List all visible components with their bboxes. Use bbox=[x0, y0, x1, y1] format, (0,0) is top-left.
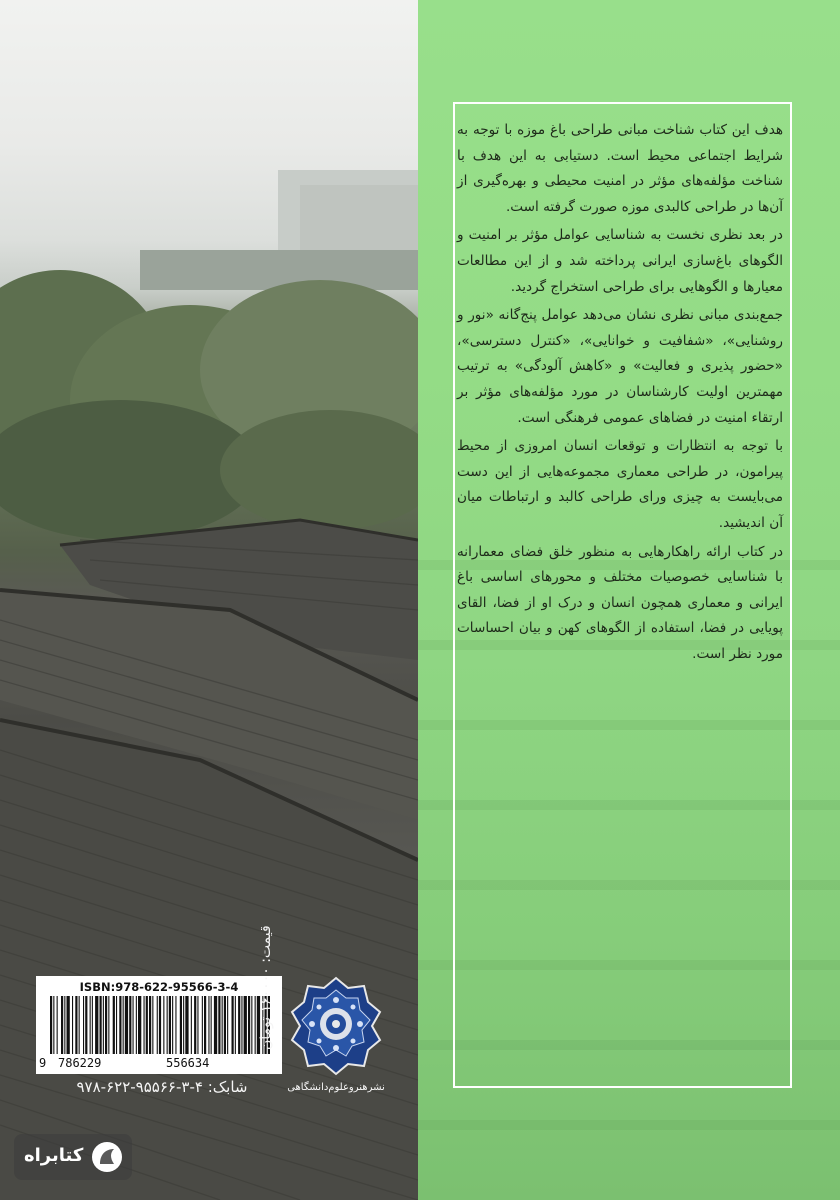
barcode-bar bbox=[83, 996, 84, 1054]
ketabrah-logo-icon bbox=[90, 1140, 124, 1174]
barcode-bar bbox=[191, 996, 192, 1054]
barcode-bar bbox=[214, 996, 217, 1054]
price-text: قیمت: ۱۶۰۰۰۰ تومان bbox=[258, 925, 274, 1050]
barcode-digits-right: 556634 bbox=[166, 1056, 210, 1070]
barcode-bar bbox=[103, 996, 104, 1054]
watermark-label: کتابراه bbox=[24, 1145, 84, 1166]
barcode-bar bbox=[108, 996, 109, 1054]
barcode-bar bbox=[90, 996, 91, 1054]
barcode-bar bbox=[64, 996, 65, 1054]
barcode-bar bbox=[211, 996, 212, 1054]
barcode-bar bbox=[183, 996, 184, 1054]
barcode-bar bbox=[67, 996, 70, 1054]
barcode-bar bbox=[95, 996, 98, 1054]
distant-building bbox=[140, 250, 418, 290]
barcode-bar bbox=[105, 996, 107, 1054]
barcode-bar bbox=[75, 996, 77, 1054]
paragraph: در بعد نظری نخست به شناسایی عوامل مؤثر بر امنیت و الگوهای باغ‌سازی ایرانی پرداخته شد و از این مطالعات معیارها و الگوهایی برای طراحی استخراج گردید. bbox=[457, 227, 783, 295]
barcode-bar bbox=[172, 996, 173, 1054]
back-cover-text bbox=[457, 118, 783, 670]
barcode-bar bbox=[204, 996, 206, 1054]
barcode-bar bbox=[57, 996, 58, 1054]
distant-building bbox=[300, 185, 418, 260]
barcode-bar bbox=[50, 996, 52, 1054]
barcode-bar bbox=[251, 996, 252, 1054]
barcode-bar bbox=[175, 996, 176, 1054]
barcode-bar bbox=[185, 996, 188, 1054]
barcode-bar bbox=[159, 996, 161, 1054]
barcode-bar bbox=[255, 996, 256, 1054]
barcode-bar bbox=[157, 996, 158, 1054]
barcode-bar bbox=[144, 996, 145, 1054]
barcode-bar bbox=[248, 996, 250, 1054]
publisher-name: نشرهنروعلوم‌دانشگاهی bbox=[287, 1082, 385, 1093]
barcode-bar bbox=[208, 996, 209, 1054]
barcode-bar bbox=[146, 996, 148, 1054]
barcode-bar bbox=[149, 996, 151, 1054]
barcode-bar bbox=[119, 996, 121, 1054]
isbn-barcode bbox=[36, 976, 282, 1074]
barcode-bar bbox=[218, 996, 220, 1054]
barcode-bar bbox=[238, 996, 240, 1054]
barcode-bar bbox=[227, 996, 228, 1054]
barcode-bar bbox=[72, 996, 73, 1054]
barcode-bar bbox=[92, 996, 93, 1054]
barcode-bar bbox=[224, 996, 226, 1054]
barcode-bar bbox=[167, 996, 168, 1054]
paragraph: جمع‌بندی مبانی نظری نشان می‌دهد عوامل پنج‌گانه «نور و روشنایی»، «شفافیت و خوانایی»، «کنترل دسترسی»، «حضور پذیری و فعالیت» و «کاهش آلودگی» به ترتیب مهمترین اولیت کارشناسان در مورد مؤلفه‌های مؤثر بر ارتقاء امنیت در فضاهای عمومی فرهنگی است. bbox=[457, 307, 783, 426]
barcode-bar bbox=[138, 996, 141, 1054]
barcode-bars bbox=[50, 996, 270, 1054]
barcode-bar bbox=[53, 996, 54, 1054]
barcode-bar bbox=[123, 996, 124, 1054]
isbn-persian: شابک: ۴-۳-۹۵۵۶۶-۶۲۲-۹۷۸ bbox=[76, 1078, 248, 1096]
barcode-bar bbox=[133, 996, 134, 1054]
barcode-bar bbox=[85, 996, 87, 1054]
barcode-bar bbox=[116, 996, 117, 1054]
barcode-bar bbox=[79, 996, 80, 1054]
paragraph: هدف این کتاب شناخت مبانی طراحی باغ موزه با توجه به شرایط اجتماعی محیط است. دستیابی به این هدف با شناخت مؤلفه‌های مؤثر در امنیت محیطی و بهره‌گیری از آن‌ها در طراحی کالبدی موزه صورت گرفته است. bbox=[457, 122, 783, 215]
barcode-bar bbox=[197, 996, 198, 1054]
barcode-bar bbox=[202, 996, 203, 1054]
publisher-logo-icon bbox=[290, 976, 382, 1076]
barcode-bar bbox=[136, 996, 137, 1054]
barcode-bar bbox=[222, 996, 223, 1054]
barcode-bar bbox=[152, 996, 153, 1054]
paragraph: با توجه به انتظارات و توقعات انسان امروزی از محیط پیرامون، در طراحی معماری مجموعه‌هایی از این دست می‌بایست به چیزی ورای طراحی کالبد و ارتباطات میان آن اندیشید. bbox=[457, 438, 783, 531]
barcode-bar bbox=[61, 996, 63, 1054]
background-stripe bbox=[418, 1120, 840, 1130]
barcode-bar bbox=[244, 996, 247, 1054]
barcode-bar bbox=[194, 996, 196, 1054]
barcode-bar bbox=[129, 996, 131, 1054]
barcode-bar bbox=[169, 996, 171, 1054]
barcode-bar bbox=[125, 996, 128, 1054]
barcode-digits-left: 786229 bbox=[58, 1056, 102, 1070]
barcode-bar bbox=[163, 996, 164, 1054]
isbn-label: ISBN:978-622-95566-3-4 bbox=[79, 980, 239, 994]
paragraph: در کتاب ارائه راهکارهایی به منظور خلق فضای معمارانه با شناسایی خصوصیات مختلف و محورهای اساسی باغ ایرانی و معماری همچون انسان و درک او از فضا، القای پویایی در فضا، استفاده از الگوهای کهن و بیان احساسات مورد نظر است. bbox=[457, 543, 783, 662]
barcode-bar bbox=[180, 996, 182, 1054]
ketabrah-watermark[interactable] bbox=[14, 1134, 132, 1180]
barcode-bar bbox=[113, 996, 115, 1054]
barcode-bar bbox=[232, 996, 234, 1054]
barcode-lead-digit: 9 bbox=[39, 1056, 47, 1070]
barcode-bar bbox=[241, 996, 242, 1054]
barcode-bar bbox=[235, 996, 236, 1054]
barcode-bar bbox=[100, 996, 102, 1054]
